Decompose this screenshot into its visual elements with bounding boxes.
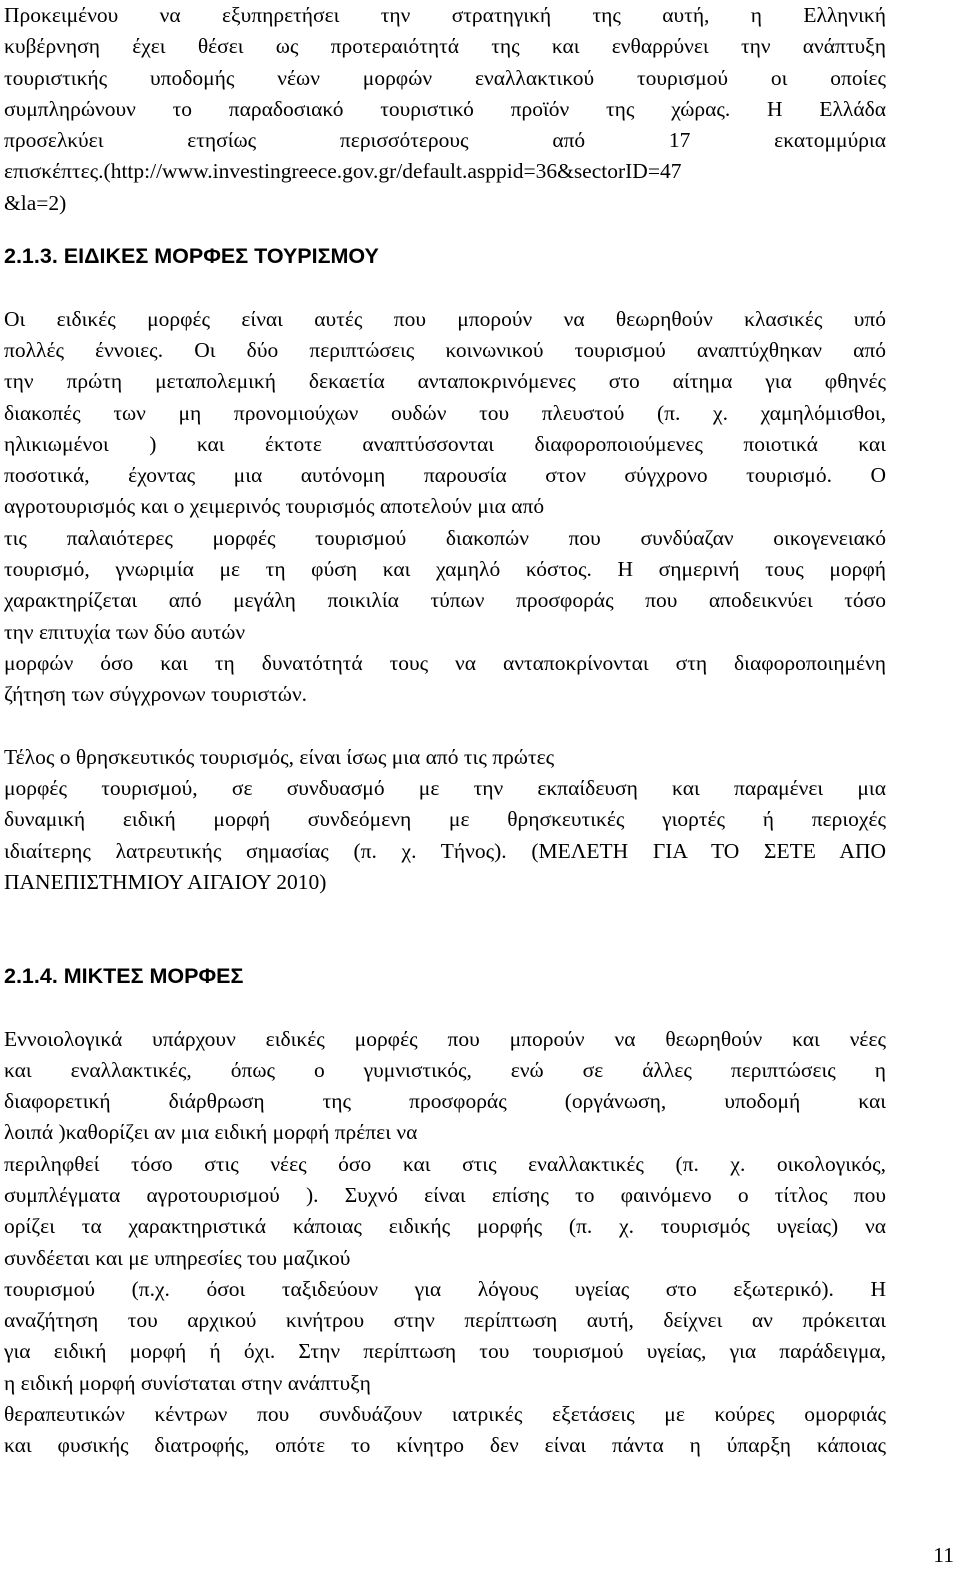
- text-line: περιληφθεί τόσο στις νέες όσο και στις εναλλακτικές (π. χ. οικολογικός,: [4, 1151, 886, 1176]
- text-line: Τέλος ο θρησκευτικός τουρισμός, είναι ίσως μια από τις πρώτες: [4, 744, 555, 769]
- spacer: [4, 711, 886, 742]
- text-line: για ειδική μορφή ή όχι. Στην περίπτωση του τουρισμού υγείας, για παράδειγμα,: [4, 1339, 886, 1364]
- text-line: αναζήτηση του αρχικού κινήτρου στην περίπτωση αυτή, δείχνει αν πρόκειται: [4, 1308, 886, 1333]
- text-line: μορφές τουρισμού, σε συνδυασμό με την εκπαίδευση και παραμένει μια: [4, 776, 886, 801]
- page-number: 11: [933, 1543, 954, 1567]
- text-line: συμπλέγματα αγροτουρισμού ). Συχνό είναι επίσης το φαινόμενο ο τίτλος που: [4, 1182, 886, 1207]
- text-line: την επιτυχία των δύο αυτών: [4, 619, 246, 644]
- text-line: διακοπές των μη προνομιούχων ουδών του πλευστού (π. χ. χαμηλόμισθοι,: [4, 400, 886, 425]
- text-line: ποσοτικά, έχοντας μια αυτόνομη παρουσία στον σύγχρονο τουρισμό. Ο: [4, 463, 886, 488]
- spacer: [4, 219, 886, 241]
- text-line: και εναλλακτικές, όπως ο γυμνιστικός, ενώ σε άλλες περιπτώσεις η: [4, 1057, 886, 1082]
- text-line: λοιπά )καθορίζει αν μια ειδική μορφή πρέπει να: [4, 1120, 418, 1145]
- text-line: συνδέεται και με υπηρεσίες του μαζικού: [4, 1245, 351, 1270]
- text-line: &la=2): [4, 190, 67, 215]
- section-heading-2-1-4: 2.1.4. ΜΙΚΤΕΣ ΜΟΡΦΕΣ: [4, 963, 244, 988]
- section-2-1-4-paragraph-1: [4, 1024, 886, 1462]
- section-heading-2-1-3: 2.1.3. ΕΙΔΙΚΕΣ ΜΟΡΦΕΣ ΤΟΥΡΙΣΜΟΥ: [4, 244, 379, 269]
- text-line: επισκέπτες.(http://www.investingreece.gov.gr/default.asppid=36&sectorID=47: [4, 159, 682, 184]
- text-line: τουρισμό, γνωριμία με τη φύση και χαμηλό κόστος. Η σημερινή τους μορφή: [4, 557, 886, 582]
- text-line: διαφορετική διάρθρωση της προσφοράς (οργάνωση, υποδομή και: [4, 1089, 886, 1114]
- spacer: [4, 930, 886, 961]
- text-line: ηλικιωμένοι ) και έκτοτε αναπτύσσονται διαφοροποιούμενες ποιοτικά και: [4, 431, 886, 456]
- text-line: θεραπευτικών κέντρων που συνδυάζουν ιατρικές εξετάσεις με κούρες ομορφιάς: [4, 1402, 886, 1427]
- text-line: ιδιαίτερης λατρευτικής σημασίας (π. χ. Τήνος). (ΜΕΛΕΤΗ ΓΙΑ ΤΟ ΣΕΤΕ ΑΠΟ: [4, 838, 886, 863]
- spacer: [4, 272, 886, 303]
- text-line: συμπληρώνουν το παραδοσιακό τουριστικό προϊόν της χώρας. Η Ελλάδα: [4, 96, 886, 121]
- text-line: αγροτουρισμός και ο χειμερινός τουρισμός αποτελούν μια από: [4, 494, 545, 519]
- spacer: [4, 898, 886, 929]
- text-line: και φυσικής διατροφής, οπότε το κίνητρο δεν είναι πάντα η ύπαρξη κάποιας: [4, 1433, 886, 1458]
- spacer: [4, 992, 886, 1023]
- text-line: κυβέρνηση έχει θέσει ως προτεραιότητά της και ενθαρρύνει την ανάπτυξη: [4, 34, 886, 59]
- section-2-1-3-paragraph-1: [4, 304, 886, 711]
- text-line: ΠΑΝΕΠΙΣΤΗΜΙΟΥ ΑΙΓΑΙΟΥ 2010): [4, 870, 327, 895]
- text-line: Οι ειδικές μορφές είναι αυτές που μπορούν να θεωρηθούν κλασικές υπό: [4, 306, 886, 331]
- text-line: τουρισμού (π.χ. όσοι ταξιδεύουν για λόγους υγείας στο εξωτερικό). Η: [4, 1276, 886, 1301]
- text-line: προσελκύει ετησίως περισσότερους από 17 εκατομμύρια: [4, 128, 886, 153]
- text-line: πολλές έννοιες. Οι δύο περιπτώσεις κοινωνικού τουρισμού αναπτύχθηκαν από: [4, 337, 886, 362]
- text-line: ορίζει τα χαρακτηριστικά κάποιας ειδικής μορφής (π. χ. τουρισμός υγείας) να: [4, 1214, 886, 1239]
- text-line: χαρακτηρίζεται από μεγάλη ποικιλία τύπων προσφοράς που αποδεικνύει τόσο: [4, 588, 886, 613]
- document-page: [4, 0, 886, 1462]
- text-line: τις παλαιότερες μορφές τουρισμού διακοπών που συνδύαζαν οικογενειακό: [4, 525, 886, 550]
- text-line: η ειδική μορφή συνίσταται στην ανάπτυξη: [4, 1370, 371, 1395]
- text-line: Προκειμένου να εξυπηρετήσει την στρατηγική της αυτή, η Ελληνική: [4, 3, 886, 27]
- text-line: ζήτηση των σύγχρονων τουριστών.: [4, 682, 308, 707]
- text-line: Εννοιολογικά υπάρχουν ειδικές μορφές που μπορούν να θεωρηθούν και νέες: [4, 1026, 886, 1051]
- text-line: τουριστικής υποδομής νέων μορφών εναλλακτικού τουρισμού οι οποίες: [4, 65, 886, 90]
- text-line: δυναμική ειδική μορφή συνδεόμενη με θρησκευτικές γιορτές ή περιοχές: [4, 807, 886, 832]
- text-line: την πρώτη μεταπολεμική δεκαετία ανταποκρινόμενες στο αίτημα για φθηνές: [4, 369, 886, 394]
- intro-paragraph: [4, 0, 886, 219]
- section-2-1-3-paragraph-2: [4, 742, 886, 898]
- text-line: μορφών όσο και τη δυνατότητά τους να ανταποκρίνονται στη διαφοροποιημένη: [4, 650, 886, 675]
